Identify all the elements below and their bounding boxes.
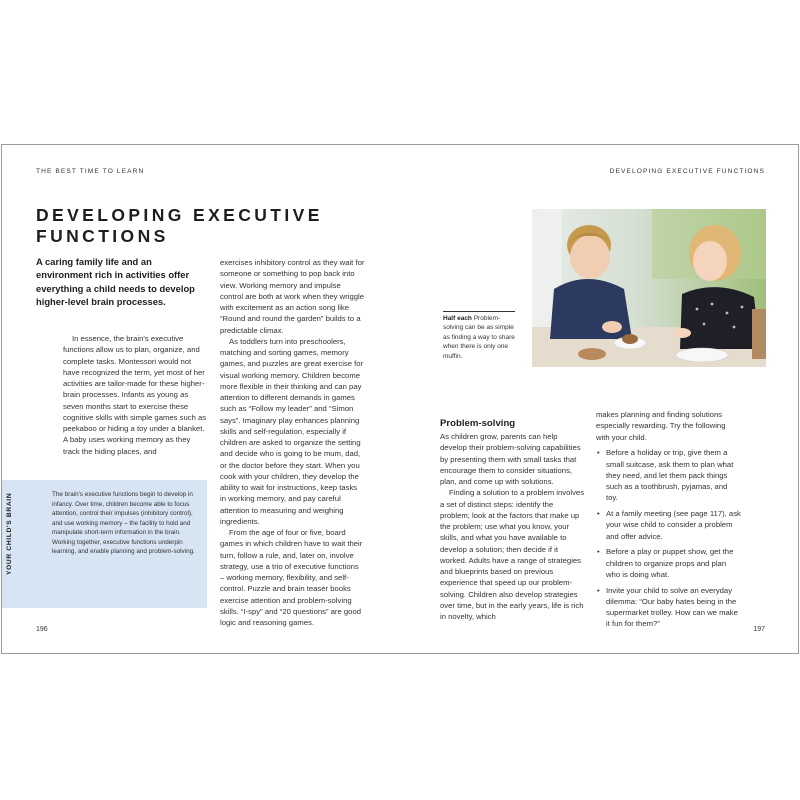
photo-caption [443,311,515,361]
sidebar-box [2,480,207,608]
caption-text: Problem-solving can be as simple as finding a way to share when there is only one muffin. [443,315,515,360]
page-number-left: 196 [36,626,48,633]
body-paragraph: As toddlers turn into preschoolers, matching and sorting games, memory games, and puzzles are great exercise for visual working memory. Children become more flexible in their thinking and can pay attention to different demands in games such as “Follow my leader” and “Simon says”. Imaginary play enhances planning skills and self-regulation, especially if children are asked to organize the setting and decide who is going to be mum, dad, or the doctor before they start. When you cook with your children, they develop the ability to wait for instructions, keep tasks in working memory, and pay careful attention to measuring and weighing ingredients. [220,336,364,526]
running-head-right: DEVELOPING EXECUTIVE FUNCTIONS [609,168,765,175]
body-paragraph: As children grow, parents can help develop their problem-solving capabilities by presenting them with small tasks that encourage them to consider situations, plan, and come up with solutions. [440,432,581,486]
body-paragraph: exercises inhibitory control as they wait for someone or something to pop back into view. Working memory and impulse control are both at work when they wriggle with excitement as an action song like “Round and round the garden” builds to a predictable climax. [220,258,365,335]
photo-illustration [532,209,766,367]
body-paragraph: makes planning and finding solutions especially rewarding. Try the following with your child. [596,410,726,442]
section-heading: Problem-solving [440,418,516,429]
sidebar-label: YOUR CHILD'S BRAIN [6,492,13,575]
sidebar-text: The brain's executive functions begin to develop in infancy. Over time, children become able to focus attention, control their impulses (inhibitory control), and use working memory – the facility to hold and manipulate short-term information in the brain. Working together, executive functions underpin learning, and enable planning and problem-solving. [52,491,195,555]
body-paragraph: From the age of four or five, board games in which children have to wait their turn, follow a rule, and, later on, involve strategy, use a trio of executive functions – working memory, flexibility, and self-control. Puzzle and brain teaser books exercise attention and problem-solving skills. “I-spy” and “20 questions” are good logic and reasoning games. [220,528,363,627]
list-item: • At a family meeting (see page 117), ask your wise child to consider a problem and offer advice. [596,508,741,542]
body-column-2 [220,257,365,628]
running-head-left: THE BEST TIME TO LEARN [36,168,145,175]
chapter-title [36,205,323,247]
chapter-title-line-2: FUNCTIONS [36,226,169,246]
body-column-4 [596,409,741,630]
tips-list [596,447,741,629]
body-paragraph: Finding a solution to a problem involves a set of distinct steps: identify the problem; look at the factors that make up the problem; use what you know, your skills, and what you have available to develop a solution; then decide if it worked. Adults have a range of strategies and blueprints based on previous experience that speed up our problem-solving. Children also develop strategies over time, but in the early years, life is rich in novelty, which [440,488,585,621]
body-paragraph: In essence, the brain's executive functions allow us to plan, organize, and complete tasks. Montessori would not have recognized the term, yet most of her activities are tailor-made for these higher-brain processes. Infants as young as seven months start to exercise these cognitive skills with simple games such as peekaboo or hiding a toy under a blanket. A baby uses working memory as they track the hiding places, and [63,334,207,456]
caption-bold: Half each [443,315,472,322]
photo-children-sharing-muffin [532,209,766,367]
list-item: • Before a holiday or trip, give them a small suitcase, ask them to plan what they need, and let them pack things such as a toothbrush, pyjamas, and toy. [596,447,741,503]
intro-text: A caring family life and an environment rich in activities offer everything a child needs to develop higher-level brain processes. [36,256,195,308]
list-item: • Before a play or puppet show, get the children to organize props and plan who is doing what. [596,546,741,580]
body-column-1 [63,333,208,457]
body-column-3 [440,418,585,622]
page-number-right: 197 [753,626,765,633]
chapter-title-line-1: DEVELOPING EXECUTIVE [36,205,323,225]
list-item: • Invite your child to solve an everyday dilemma: “Our baby hates being in the supermarket trolley. How can we make it fun for them?” [596,585,741,630]
book-spread [1,144,799,654]
